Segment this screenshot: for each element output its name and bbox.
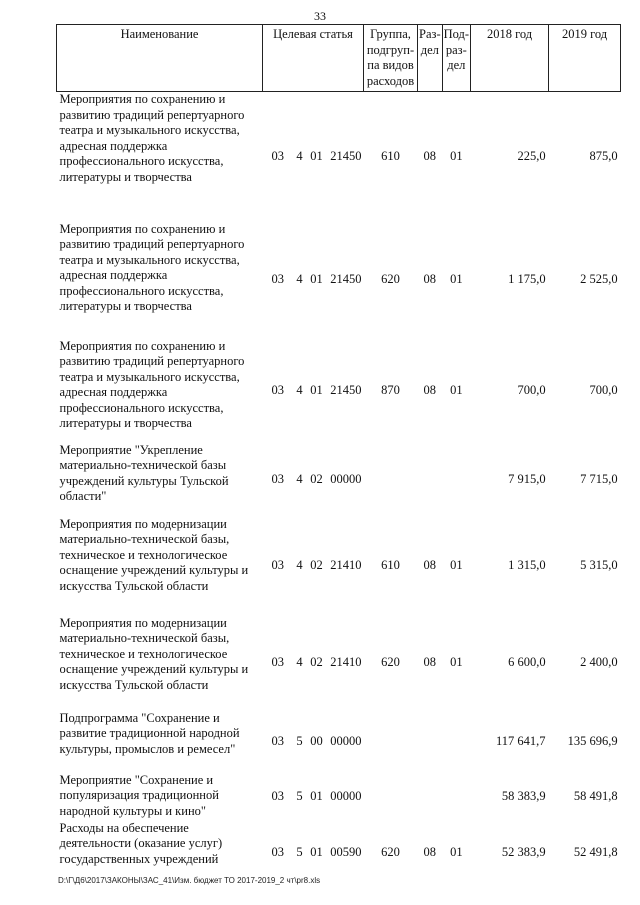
row-2019: 58 491,8 [573,788,618,803]
row-subsection: 01 [450,655,463,670]
row-2018: 1 315,0 [508,558,546,573]
code-measure: 00 [310,733,323,748]
header-2018: 2018 год [471,25,549,92]
code-direction: 21410 [330,558,362,573]
row-2019: 7 715,0 [580,471,618,486]
row-section [418,443,443,517]
file-path-footer: D:\Г\Д6\2017\ЗАКОНЫ\ЗАС_41\Изм. бюджет ТО 2017-2019_2 чт\pr8.xls [58,876,321,885]
row-section: 08 [423,382,437,397]
header-target: Целевая статья [263,25,364,92]
table-row [57,443,621,517]
row-subsection [442,711,470,773]
code-direction: 21450 [330,149,362,163]
row-subsection: 01 [450,149,463,163]
row-section [418,711,443,773]
row-section: 08 [423,149,437,163]
row-section: 08 [423,655,437,670]
row-section: 08 [423,272,437,287]
table-row [57,339,621,443]
row-subsection: 01 [450,844,463,859]
code-program: 03 [271,382,284,397]
row-subsection [442,443,470,517]
row-target-code [263,222,364,339]
row-2019: 135 696,9 [567,733,618,748]
row-name: Мероприятия по сохранению и развитию традиций репертуарного театра и музыкального искусства, адресная поддержка профессионального искусства, литературы и творчества [59,338,245,430]
code-program: 03 [271,471,284,486]
row-target-code [263,339,364,443]
row-2019: 875,0 [589,149,618,163]
code-program: 03 [271,844,284,859]
code-subprogram: 4 [296,655,303,670]
row-target-code [263,616,364,711]
code-program: 03 [271,272,284,287]
budget-table [56,24,621,885]
table-row [57,821,621,885]
row-subsection: 01 [450,558,463,573]
row-subsection: 01 [450,272,463,287]
row-name: Мероприятия по сохранению и развитию традиций репертуарного театра и музыкального искусства, адресная поддержка профессионального искусства, литературы и творчества [59,221,245,313]
row-group [364,773,418,821]
code-program: 03 [271,733,284,748]
code-measure: 02 [310,471,323,486]
code-subprogram: 4 [296,471,303,486]
row-section: 08 [423,558,437,573]
code-subprogram: 4 [296,272,303,287]
row-name: Мероприятия по модернизации материально-технической базы, техническое и технологическое оснащение учреждений культуры и искусства Тульской области [59,516,249,593]
row-group: 620 [381,844,400,859]
header-subsection: Под-раз-дел [442,25,470,92]
code-measure: 01 [310,844,323,859]
code-measure: 01 [310,382,323,397]
code-program: 03 [271,149,284,163]
row-section: 08 [423,844,437,859]
code-direction: 00590 [330,844,362,859]
row-2018: 225,0 [517,149,546,163]
row-target-code [263,443,364,517]
code-subprogram: 4 [296,558,303,573]
table-header-row [57,25,621,92]
row-section [418,773,443,821]
code-measure: 02 [310,558,323,573]
code-direction: 21450 [330,272,362,287]
row-2018: 7 915,0 [508,471,546,486]
row-2019: 700,0 [589,382,618,397]
row-2018: 52 383,9 [501,844,546,859]
row-2018: 58 383,9 [501,788,546,803]
row-group [364,443,418,517]
header-name: Наименование [57,25,263,92]
table-row [57,773,621,821]
code-direction: 00000 [330,788,362,803]
row-name: Мероприятия по сохранению и развитию традиций репертуарного театра и музыкального искусства, адресная поддержка профессионального искусства, литературы и творчества [59,92,245,184]
row-2019: 52 491,8 [573,844,618,859]
header-2019: 2019 год [549,25,621,92]
row-2019: 2 525,0 [580,272,618,287]
row-target-code [263,711,364,773]
code-direction: 21410 [330,655,362,670]
row-target-code [263,517,364,616]
row-2018: 117 641,7 [496,733,546,748]
code-program: 03 [271,558,284,573]
row-2019: 2 400,0 [580,655,618,670]
code-program: 03 [271,788,284,803]
code-direction: 21450 [330,382,362,397]
row-group: 610 [381,558,400,573]
code-subprogram: 5 [296,844,303,859]
code-direction: 00000 [330,471,362,486]
row-2018: 6 600,0 [508,655,546,670]
code-measure: 02 [310,655,323,670]
row-target-code [263,773,364,821]
row-2018: 1 175,0 [508,272,546,287]
table-row [57,517,621,616]
row-subsection [442,773,470,821]
table-row [57,92,621,222]
row-name: Расходы на обеспечение деятельности (оказание услуг) государственных учреждений [59,820,223,866]
table-row [57,616,621,711]
row-2018: 700,0 [517,382,546,397]
row-name: Подпрограмма "Сохранение и развитие традиционной народной культуры, промыслов и ремесел" [59,710,240,756]
page-number: 33 [314,9,326,23]
table-row [57,711,621,773]
row-group: 620 [381,655,400,670]
code-subprogram: 4 [296,382,303,397]
header-section: Раз-дел [418,25,443,92]
row-target-code [263,821,364,885]
row-name: Мероприятие "Сохранение и популяризация традиционной народной культуры и кино" [59,772,219,818]
header-group: Группа, подгруп-па видов расходов [364,25,418,92]
row-subsection: 01 [450,382,463,397]
code-program: 03 [271,655,284,670]
code-measure: 01 [310,788,323,803]
code-measure: 01 [310,272,323,287]
row-target-code [263,92,364,222]
row-name: Мероприятия по модернизации материально-технической базы, техническое и технологическое оснащение учреждений культуры и искусства Тульской области [59,615,249,692]
code-direction: 00000 [330,733,362,748]
row-group [364,711,418,773]
row-name: Мероприятие "Укрепление материально-технической базы учреждений культуры Тульской области" [59,442,229,503]
row-group: 610 [381,149,400,163]
code-subprogram: 5 [296,788,303,803]
code-measure: 01 [310,149,323,163]
row-group: 620 [381,272,400,287]
code-subprogram: 5 [296,733,303,748]
code-subprogram: 4 [296,149,303,163]
table-row [57,222,621,339]
row-group: 870 [381,382,400,397]
row-2019: 5 315,0 [580,558,618,573]
